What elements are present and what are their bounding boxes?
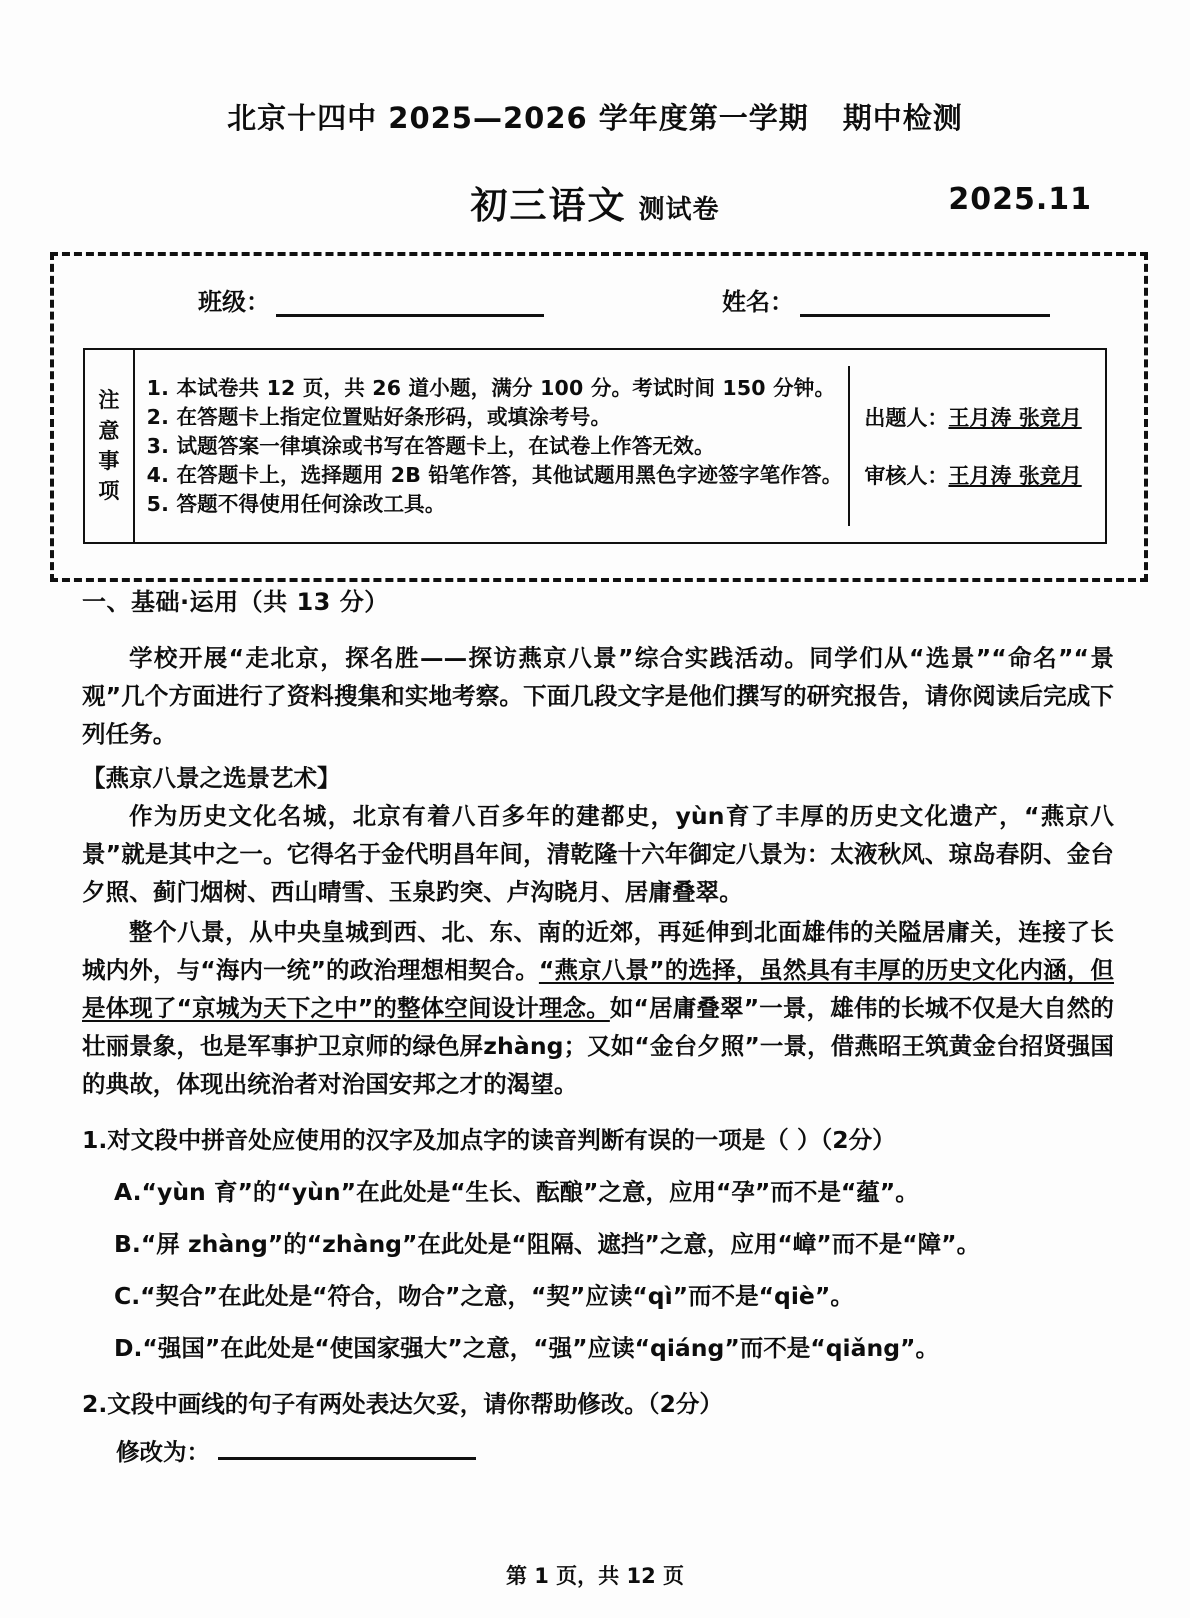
exam-type-text: 期中检测 <box>842 101 963 135</box>
question-1-option-a[interactable]: A.“yùn 育”的“yùn”在此处是“生长、酝酿”之意，应用“孕”而不是“蕴”。 <box>114 1178 919 1206</box>
question-2-answer-rule[interactable] <box>218 1435 476 1460</box>
notice-items <box>135 366 851 526</box>
notice-title-c3: 事 <box>98 449 120 473</box>
passage-2-part-a: 整个八景，从中央皇城到西、北、东、南的近郊，再延伸到北面雄伟的关隘居庸关，连接了长城内外，与“海内一统”的政治理想相契合。 <box>82 918 1114 984</box>
section-one-title: 一、基础·运用（共 13 分） <box>82 588 389 616</box>
class-label: 班级： <box>198 288 270 316</box>
passage-2-part-c: ；又如“金台夕照”一景，借燕昭王筑黄金台招贤强国的典故，体现出统治者对治国安邦之才的渴望。 <box>82 1032 1114 1098</box>
notice-box <box>83 348 1107 544</box>
notice-item: 3. 试题答案一律填涂或书写在答题卡上，在试卷上作答无效。 <box>146 434 715 459</box>
question-2-answer-label: 修改为： <box>116 1438 210 1466</box>
author-label: 出题人： <box>864 406 949 430</box>
question-2-answer-row <box>116 1433 1114 1467</box>
question-1-number: 1. <box>82 1126 108 1154</box>
name-input-rule[interactable] <box>800 288 1050 317</box>
subject-title: 初三语文 <box>470 184 627 227</box>
school-term-text: 北京十四中 2025—2026 学年度第一学期 <box>227 101 809 135</box>
class-field[interactable] <box>198 282 544 317</box>
notice-item: 4. 在答题卡上，选择题用 2B 铅笔作答，其他试题用黑色字迹签字笔作答。 <box>146 463 843 488</box>
credits-block <box>850 350 1105 542</box>
notice-item: 2. 在答题卡上指定位置贴好条形码，或填涂考号。 <box>146 405 612 430</box>
exam-date: 2025.11 <box>948 182 1092 217</box>
paper-label: 测试卷 <box>638 195 720 225</box>
page-title <box>0 96 1190 137</box>
subsection-heading: 【燕京八景之选景艺术】 <box>82 764 341 792</box>
question-2-number: 2. <box>82 1390 108 1418</box>
passage-1-part-b: 育了丰厚的历史文化遗产，“燕京八景”就是其中之一。它得名于金代明昌年间，清乾隆十六年御定八景为：太液秋风、琼岛春阴、金台夕照、蓟门烟树、西山晴雪、玉泉趵突、卢沟晓月、居庸叠翠。 <box>82 802 1115 906</box>
author-credit <box>864 402 1097 432</box>
passage-paragraph-1 <box>82 797 1114 911</box>
passage-1-part-a: 作为历史文化名城，北京有着八百多年的建都史， <box>129 802 676 830</box>
passage-paragraph-2 <box>82 913 1114 1103</box>
student-id-row <box>50 282 1140 330</box>
notice-item: 5. 答题不得使用任何涂改工具。 <box>146 492 446 517</box>
notice-title-c1: 注 <box>98 388 120 413</box>
reviewer-names: 王月涛 张竞月 <box>948 464 1082 488</box>
class-input-rule[interactable] <box>276 288 544 317</box>
notice-item: 1. 本试卷共 12 页，共 26 道小题，满分 100 分。考试时间 150 分钟。 <box>146 376 836 400</box>
pinyin-zhang: zhàng <box>483 1032 564 1060</box>
question-1-stem <box>82 1121 1114 1159</box>
name-label: 姓名： <box>722 288 794 316</box>
passage-2-underlined-sentence: “燕京八景”的选择，虽然具有丰厚的历史文化内涵，但是体现了“京城为天下之中”的整体空间设计理念。 <box>82 956 1115 1022</box>
question-2-text: 文段中画线的句子有两处表达欠妥，请你帮助修改。（2分） <box>107 1390 723 1418</box>
question-1-option-b[interactable]: B.“屏 zhàng”的“zhàng”在此处是“阻隔、遮挡”之意，应用“嶂”而不是“障”。 <box>114 1230 981 1258</box>
reviewer-label: 审核人： <box>864 464 949 488</box>
reviewer-credit <box>864 460 1097 490</box>
notice-title <box>85 350 135 542</box>
passage-2-part-b: 如“居庸叠翠”一景，雄伟的长城不仅是大自然的壮丽景象，也是军事护卫京师的绿色屏 <box>82 994 1114 1060</box>
question-2-stem <box>82 1385 1114 1423</box>
author-names: 王月涛 张竞月 <box>948 406 1082 430</box>
pinyin-yun: yùn <box>675 802 725 830</box>
notice-title-c4: 项 <box>98 479 120 504</box>
section-intro-paragraph: 学校开展“走北京，探名胜——探访燕京八景”综合实践活动。同学们从“选景”“命名”“景观”几个方面进行了资料搜集和实地考察。下面几段文字是他们撰写的研究报告，请你阅读后完成下列任务。 <box>82 644 1114 748</box>
notice-title-c2: 意 <box>98 418 120 443</box>
question-1-option-c[interactable]: C.“契合”在此处是“符合，吻合”之意，“契”应读“qì”而不是“qiè”。 <box>114 1282 854 1310</box>
question-1-text: 对文段中拼音处应使用的汉字及加点字的读音判断有误的一项是（ ）（2分） <box>107 1126 896 1154</box>
page-footer: 第 1 页，共 12 页 <box>505 1564 685 1588</box>
question-1-option-d[interactable]: D.“强国”在此处是“使国家强大”之意，“强”应读“qiáng”而不是“qiǎng”。 <box>114 1334 939 1362</box>
main-content <box>82 582 1114 1467</box>
name-field[interactable] <box>722 282 1050 317</box>
